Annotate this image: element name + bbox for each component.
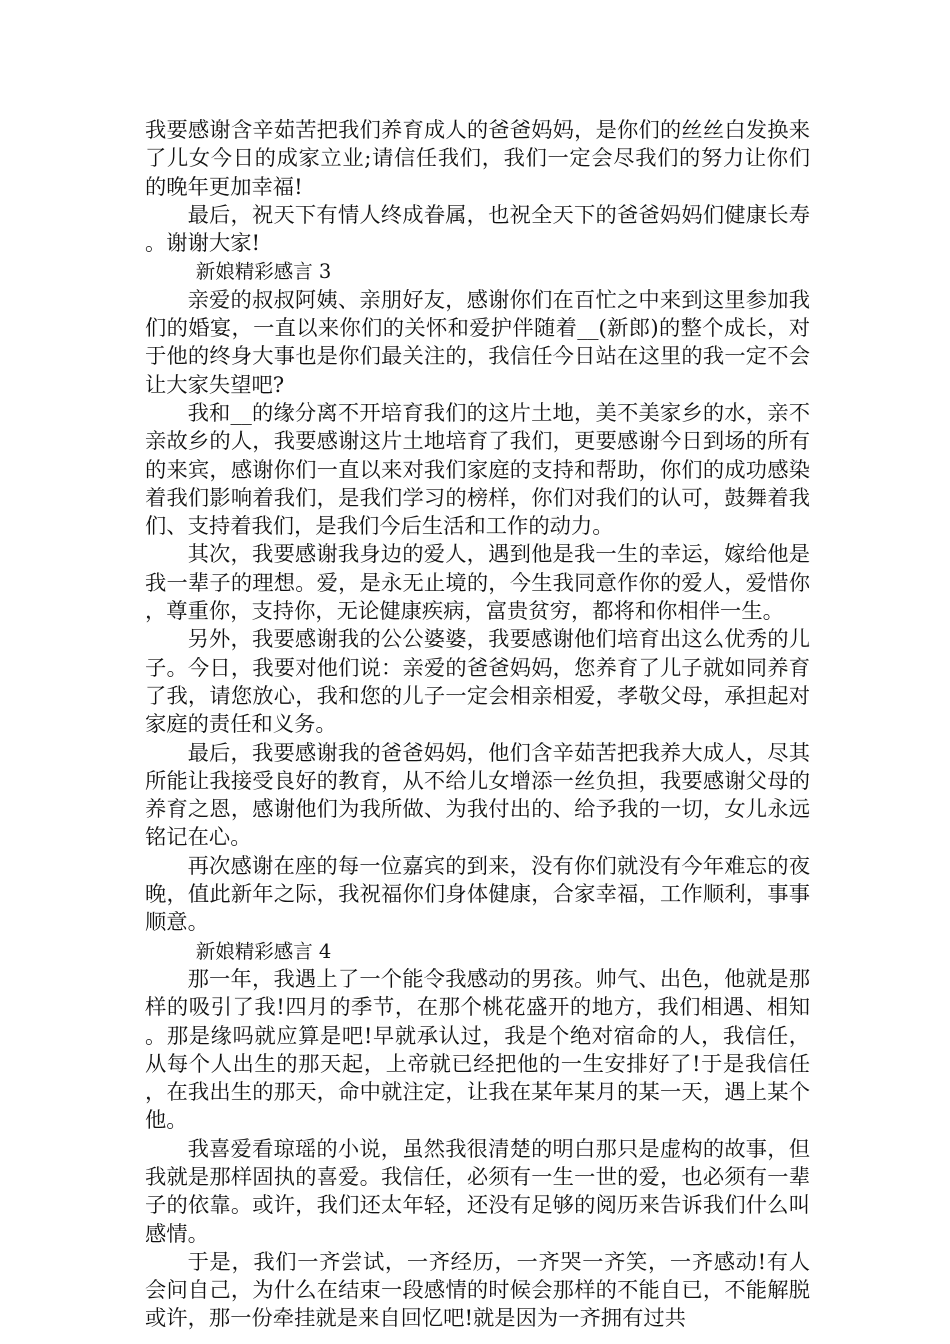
paragraph: 其次，我要感谢我身边的爱人，遇到他是我一生的幸运，嫁给他是我一辈子的理想。爱，是永无止境的，今生我同意作你的爱人，爱惜你，尊重你，支持你，无论健康疾病，富贵贫穷，都将和你相伴一生。 bbox=[145, 542, 810, 625]
paragraph: 我喜爱看琼瑶的小说，虽然我很清楚的明白那只是虚构的故事，但我就是那样固执的喜爱。我信任，必须有一生一世的爱，也必须有一辈子的依靠。或许，我们还太年轻，还没有足够的阅历来告诉我们什么叫感情。 bbox=[145, 1136, 810, 1247]
paragraph: 最后，祝天下有情人终成眷属，也祝全天下的爸爸妈妈们健康长寿。谢谢大家! bbox=[145, 202, 810, 257]
paragraph: 亲爱的叔叔阿姨、亲朋好友，感谢你们在百忙之中来到这里参加我们的婚宴，一直以来你们的关怀和爱护伴随着__(新郎)的整个成长，对于他的终身大事也是你们最关注的，我信任今日站在这里的我一定不会让大家失望吧? bbox=[145, 287, 810, 398]
paragraph: 我和__的缘分离不开培育我们的这片土地，美不美家乡的水，亲不亲故乡的人，我要感谢这片土地培育了我们，更要感谢今日到场的所有的来宾，感谢你们一直以来对我们家庭的支持和帮助，你们的成功感染着我们影响着我们，是我们学习的榜样，你们对我们的认可，鼓舞着我们、支持着我们，是我们今后生活和工作的动力。 bbox=[145, 400, 810, 540]
section-heading: 新娘精彩感言 4 bbox=[195, 939, 332, 963]
paragraph: 另外，我要感谢我的公公婆婆，我要感谢他们培育出这么优秀的儿子。今日，我要对他们说：亲爱的爸爸妈妈，您养育了儿子就如同养育了我，请您放心，我和您的儿子一定会相亲相爱，孝敬父母，承担起对家庭的责任和义务。 bbox=[145, 627, 810, 738]
paragraph: 我要感谢含辛茹苦把我们养育成人的爸爸妈妈，是你们的丝丝白发换来了儿女今日的成家立业;请信任我们，我们一定会尽我们的努力让你们的晚年更加幸福! bbox=[145, 118, 810, 200]
document-body bbox=[145, 117, 810, 1334]
section-heading: 新娘精彩感言 3 bbox=[195, 260, 332, 284]
paragraph: 那一年，我遇上了一个能令我感动的男孩。帅气、出色，他就是那样的吸引了我!四月的季节，在那个桃花盛开的地方，我们相遇、相知。那是缘吗就应算是吧!早就承认过，我是个绝对宿命的人，我信任，从每个人出生的那天起，上帝就已经把他的一生安排好了!于是我信任，在我出生的那天，命中就注定，让我在某年某月的某一天，遇上某个他。 bbox=[145, 966, 810, 1134]
paragraph: 再次感谢在座的每一位嘉宾的到来，没有你们就没有今年难忘的夜晚，值此新年之际，我祝福你们身体健康，合家幸福，工作顺利，事事顺意。 bbox=[145, 853, 810, 936]
paragraph: 最后，我要感谢我的爸爸妈妈，他们含辛茹苦把我养大成人，尽其所能让我接受良好的教育，从不给儿女增添一丝负担，我要感谢父母的养育之恩，感谢他们为我所做、为我付出的、给予我的一切，女儿永远铭记在心。 bbox=[145, 740, 810, 851]
paragraph: 于是，我们一齐尝试，一齐经历，一齐哭一齐笑，一齐感动!有人会问自己，为什么在结束一段感情的时候会那样的不能自已，不能解脱或许，那一份牵挂就是来自回忆吧!就是因为一齐拥有过共 bbox=[145, 1249, 810, 1332]
